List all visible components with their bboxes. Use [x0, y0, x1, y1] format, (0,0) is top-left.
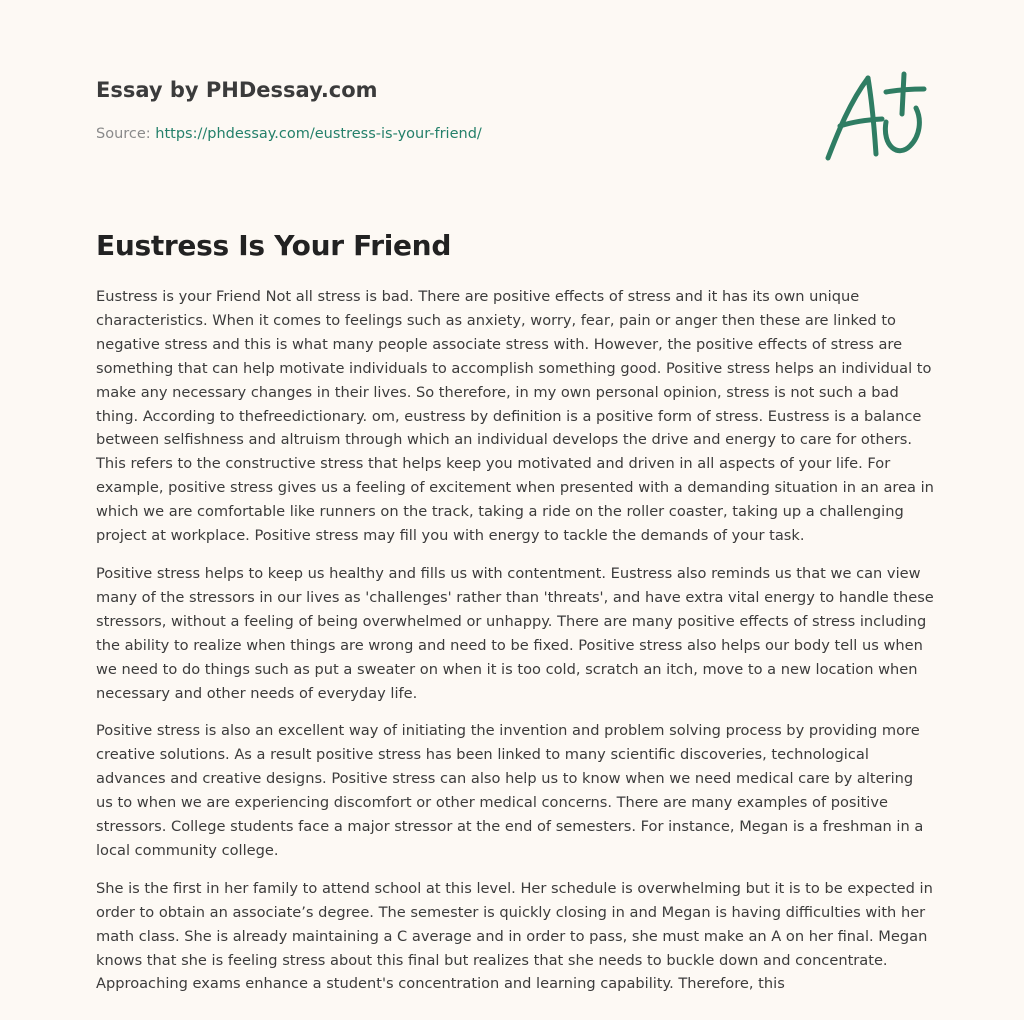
site-brand: Essay by PHDessay.com — [96, 78, 378, 102]
a-plus-logo — [816, 62, 936, 172]
essay-body — [96, 285, 934, 1010]
source-line — [96, 124, 796, 144]
source-label: Source: — [96, 126, 156, 142]
essay-paragraph: Positive stress is also an excellent way of initiating the invention and problem solving process by providing more creative solutions. As a result positive stress has been linked to many scientific discoveries, technological advances and creative designs. Positive stress can also help us to know when we need medical care by altering us to when we are experiencing discomfort or other medical concerns. There are many examples of positive stressors. College students face a major stressor at the end of semesters. For instance, Megan is a freshman in a local community college. — [96, 722, 924, 859]
essay-paragraph: Positive stress helps to keep us healthy and fills us with contentment. Eustress also reminds us that we can view many of the stressors in our lives as 'challenges' rather than 'threats', and have extra vital energy to handle these stressors, without a feeling of being overwhelmed or unhappy. There are many positive effects of stress including the ability to realize when things are wrong and need to be fixed. Positive stress also helps our body tell us when we need to do things such as put a sweater on when it is too cold, scratch an itch, move to a new location when necessary and other needs of everyday life. — [96, 564, 934, 702]
essay-paragraph: Eustress is your Friend Not all stress is bad. There are positive effects of stress and it has its own unique characteristics. When it comes to feelings such as anxiety, worry, fear, pain or anger then these are linked to negative stress and this is what many people associate stress with. However, the positive effects of stress are something that can help motivate individuals to accomplish something good. Positive stress helps an individual to make any necessary changes in their lives. So therefore, in my own personal opinion, stress is not such a bad thing. According to thefreedictionary. om, eustress by definition is a positive form of stress. Eustress is a balance between selfishness and altruism through which an individual develops the drive and energy to care for others. This refers to the constructive stress that helps keep you motivated and driven in all aspects of your life. For example, positive stress gives us a feeling of excitement when presented with a demanding situation in an area in which we are comfortable like runners on the track, taking a ride on the roller coaster, taking up a challenging project at workplace. Positive stress may fill you with energy to tackle the demands of your task. — [96, 288, 934, 545]
essay-paragraph: She is the first in her family to attend school at this level. Her schedule is overwhelming but it is to be expected in order to obtain an associate’s degree. The semester is quickly closing in and Megan is having difficulties with her math class. She is already maintaining a C average and in order to pass, she must make an A on her final. Megan knows that she is feeling stress about this final but realizes that she needs to buckle down and concentrate. Approaching exams enhance a student's concentration and learning capability. Therefore, this — [96, 879, 933, 993]
page-header — [96, 76, 796, 144]
a-plus-logo-icon — [816, 62, 936, 172]
essay-title: Eustress Is Your Friend — [96, 229, 452, 262]
source-link[interactable]: https://phdessay.com/eustress-is-your-friend/ — [155, 126, 482, 142]
